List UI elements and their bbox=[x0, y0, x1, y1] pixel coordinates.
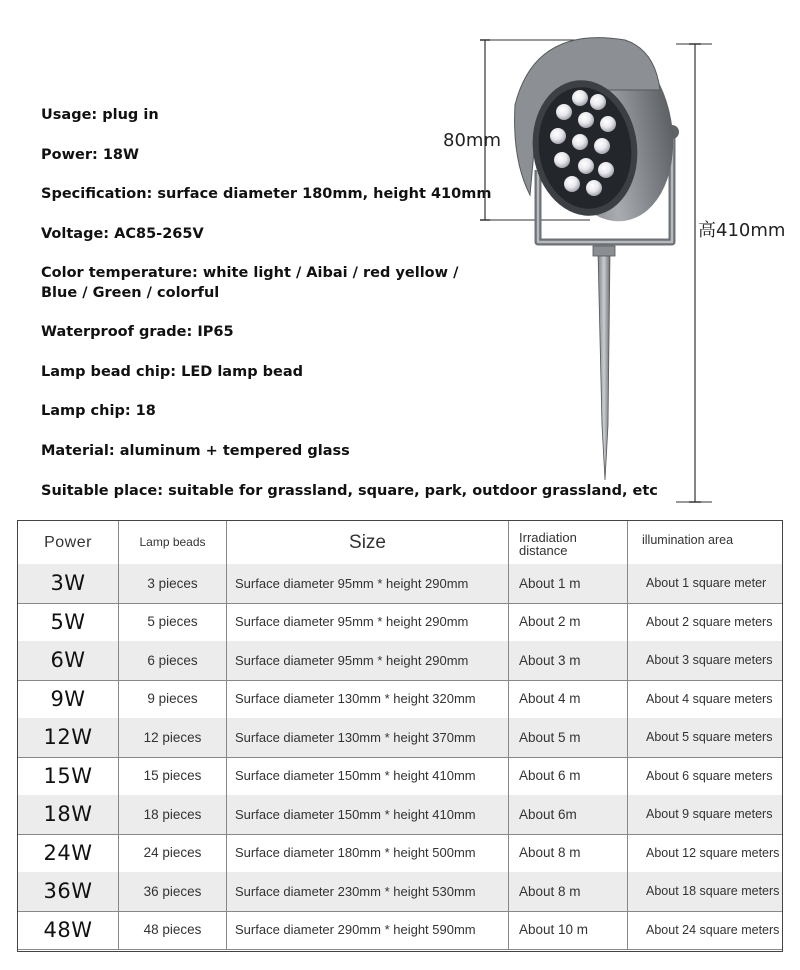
size-cell: Surface diameter 130mm * height 370mm bbox=[227, 718, 509, 757]
table-row bbox=[18, 872, 782, 911]
illumination-area-cell: About 1 square meter bbox=[646, 576, 767, 591]
irradiation-distance-cell: About 1 m bbox=[509, 564, 628, 603]
size-cell: Surface diameter 290mm * height 590mm bbox=[227, 911, 509, 950]
lamp-beads-cell: 24 pieces bbox=[119, 834, 227, 873]
power-cell: 18W bbox=[18, 795, 119, 834]
illumination-area-cell: About 6 square meters bbox=[646, 768, 773, 783]
power-cell: 6W bbox=[18, 641, 119, 680]
power-cell: 15W bbox=[18, 757, 119, 796]
table-row bbox=[18, 641, 782, 680]
power-cell: 3W bbox=[18, 564, 119, 603]
table-row bbox=[18, 834, 782, 873]
irradiation-distance-cell: About 3 m bbox=[509, 641, 628, 680]
spec-specification: Specification: surface diameter 180mm, height 410mm bbox=[41, 186, 492, 202]
spec-suitable-place: Suitable place: suitable for grassland, square, park, outdoor grassland, etc bbox=[41, 483, 658, 499]
size-cell: Surface diameter 150mm * height 410mm bbox=[227, 795, 509, 834]
header-illumination-area: illumination area bbox=[642, 533, 734, 547]
spec-bead-chip: Lamp bead chip: LED lamp bead bbox=[41, 364, 303, 380]
irradiation-distance-cell: About 5 m bbox=[509, 718, 628, 757]
spec-color-temp-cont: Blue / Green / colorful bbox=[41, 285, 220, 301]
irradiation-distance-cell: About 2 m bbox=[509, 603, 628, 642]
illumination-area-cell: About 3 square meters bbox=[646, 653, 773, 668]
power-cell: 48W bbox=[18, 911, 119, 950]
irradiation-distance-cell: About 4 m bbox=[509, 680, 628, 719]
lamp-beads-cell: 3 pieces bbox=[119, 564, 227, 603]
table-row bbox=[18, 718, 782, 757]
spec-material: Material: aluminum + tempered glass bbox=[41, 443, 350, 459]
lamp-beads-cell: 9 pieces bbox=[119, 680, 227, 719]
spec-power: Power: 18W bbox=[41, 147, 139, 163]
irradiation-distance-cell: About 8 m bbox=[509, 834, 628, 873]
spec-table bbox=[17, 520, 783, 952]
lamp-beads-cell: 15 pieces bbox=[119, 757, 227, 796]
size-cell: Surface diameter 180mm * height 500mm bbox=[227, 834, 509, 873]
header-lamp-beads: Lamp beads bbox=[119, 521, 227, 564]
table-row bbox=[18, 564, 782, 603]
table-row bbox=[18, 911, 782, 950]
height-dimension-label: 高410mm bbox=[698, 220, 786, 241]
illumination-area-cell: About 12 square meters bbox=[646, 845, 780, 860]
irradiation-distance-cell: About 6m bbox=[509, 795, 628, 834]
spec-color-temp: Color temperature: white light / Aibai / red yellow / bbox=[41, 265, 459, 281]
power-cell: 12W bbox=[18, 718, 119, 757]
illumination-area-cell: About 9 square meters bbox=[646, 807, 773, 822]
illumination-area-cell: About 18 square meters bbox=[646, 884, 780, 899]
size-cell: Surface diameter 230mm * height 530mm bbox=[227, 872, 509, 911]
header-irradiation-distance: Irradiation distance bbox=[509, 521, 628, 564]
lamp-beads-cell: 18 pieces bbox=[119, 795, 227, 834]
table-row bbox=[18, 757, 782, 796]
size-cell: Surface diameter 95mm * height 290mm bbox=[227, 641, 509, 680]
illumination-area-cell: About 24 square meters bbox=[646, 922, 780, 937]
size-cell: Surface diameter 150mm * height 410mm bbox=[227, 757, 509, 796]
lamp-beads-cell: 5 pieces bbox=[119, 603, 227, 642]
header-size: Size bbox=[227, 521, 509, 564]
lamp-beads-cell: 12 pieces bbox=[119, 718, 227, 757]
table-header-row bbox=[18, 521, 782, 564]
size-cell: Surface diameter 95mm * height 290mm bbox=[227, 603, 509, 642]
illumination-area-cell: About 5 square meters bbox=[646, 730, 773, 745]
size-cell: Surface diameter 95mm * height 290mm bbox=[227, 564, 509, 603]
header-power: Power bbox=[18, 521, 119, 564]
irradiation-distance-cell: About 10 m bbox=[509, 911, 628, 950]
table-row bbox=[18, 795, 782, 834]
size-cell: Surface diameter 130mm * height 320mm bbox=[227, 680, 509, 719]
illumination-area-cell: About 2 square meters bbox=[646, 614, 773, 629]
irradiation-distance-cell: About 8 m bbox=[509, 872, 628, 911]
width-dimension-label: 80mm bbox=[443, 130, 501, 151]
row-divider bbox=[18, 949, 782, 950]
lamp-beads-cell: 36 pieces bbox=[119, 872, 227, 911]
power-cell: 9W bbox=[18, 680, 119, 719]
table-row bbox=[18, 603, 782, 642]
illumination-area-cell: About 4 square meters bbox=[646, 691, 773, 706]
lamp-beads-cell: 48 pieces bbox=[119, 911, 227, 950]
spec-usage: Usage: plug in bbox=[41, 107, 159, 123]
spec-voltage: Voltage: AC85-265V bbox=[41, 226, 204, 242]
table-row bbox=[18, 680, 782, 719]
spec-lamp-chip: Lamp chip: 18 bbox=[41, 403, 156, 419]
spotlight-product-illustration bbox=[440, 20, 800, 520]
spec-waterproof: Waterproof grade: IP65 bbox=[41, 324, 234, 340]
power-cell: 36W bbox=[18, 872, 119, 911]
power-cell: 5W bbox=[18, 603, 119, 642]
power-cell: 24W bbox=[18, 834, 119, 873]
irradiation-distance-cell: About 6 m bbox=[509, 757, 628, 796]
lamp-beads-cell: 6 pieces bbox=[119, 641, 227, 680]
